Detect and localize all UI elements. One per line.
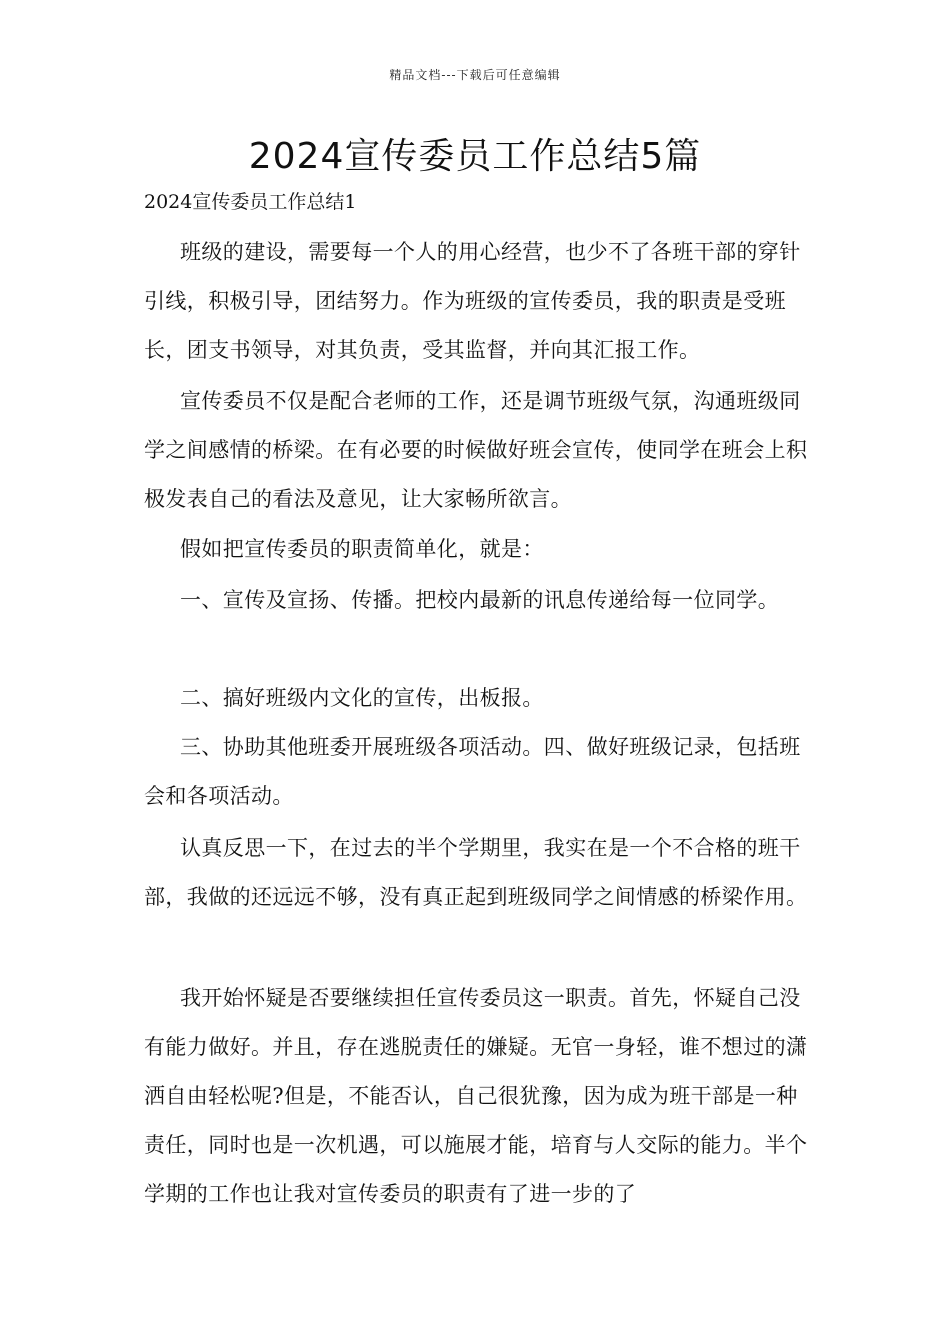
header-note: 精品文档---下载后可任意编辑 [389,68,561,82]
paragraph-1: 班级的建设，需要每一个人的用心经营，也少不了各班干部的穿针引线，积极引导，团结努力。作为班级的宣传委员，我的职责是受班长，团支书领导，对其负责，受其监督，并向其汇报工作。 [144,240,801,362]
paragraph-3: 假如把宣传委员的职责简单化，就是： [180,537,544,561]
paragraph-2: 宣传委员不仅是配合老师的工作，还是调节班级气氛，沟通班级同学之间感情的桥梁。在有必要的时候做好班会宣传，使同学在班会上积极发表自己的看法及意见，让大家畅所欲言。 [144,389,808,511]
paragraph-8: 我开始怀疑是否要继续担任宣传委员这一职责。首先，怀疑自己没有能力做好。并且，存在逃脱责任的嫌疑。无官一身轻，谁不想过的潇洒自由轻松呢?但是，不能否认，自己很犹豫，因为成为班干部是一种责任，同时也是一次机遇，可以施展才能，培育与人交际的能力。半个学期的工作也让我对宣传委员的职责有了进一步的了 [144,986,808,1206]
paragraph-5: 二、搞好班级内文化的宣传，出板报。 [180,686,544,710]
paragraph-7: 认真反思一下，在过去的半个学期里，我实在是一个不合格的班干部，我做的还远远不够，没有真正起到班级同学之间情感的桥梁作用。 [144,836,808,909]
document-title: 2024宣传委员工作总结5篇 [248,136,702,177]
paragraph-4: 一、宣传及宣扬、传播。把校内最新的讯息传递给每一位同学。 [180,588,780,612]
paragraph-6: 三、协助其他班委开展班级各项活动。四、做好班级记录，包括班会和各项活动。 [144,735,801,808]
section-subtitle: 2024宣传委员工作总结1 [144,191,357,213]
